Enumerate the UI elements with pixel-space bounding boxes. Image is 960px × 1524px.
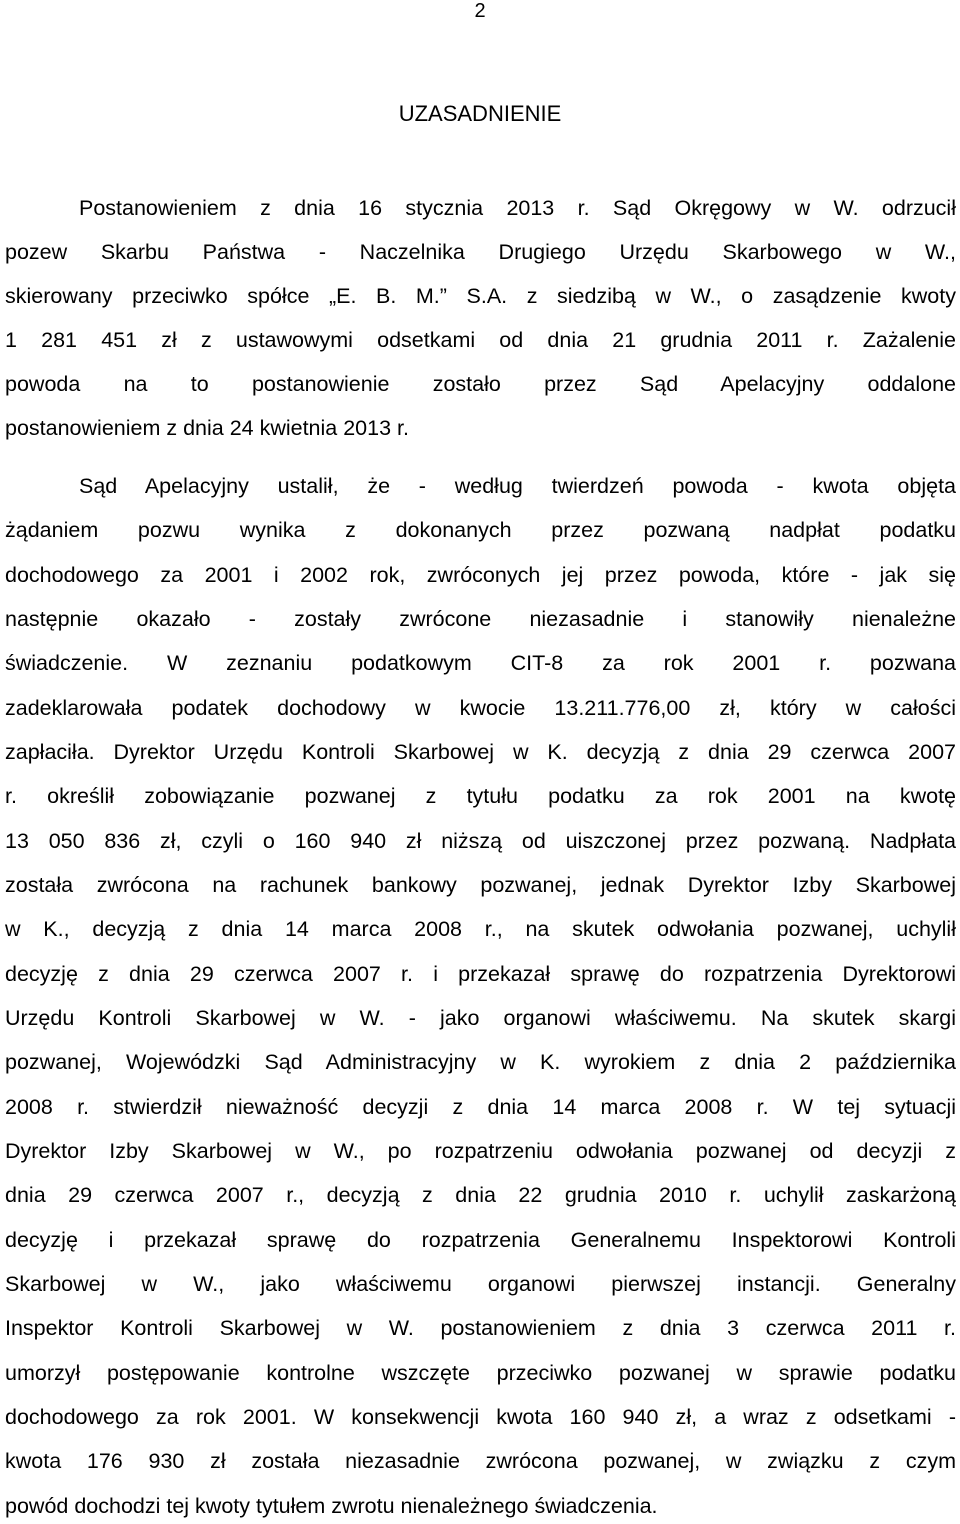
paragraph-line: dochodowego za 2001 i 2002 rok, zwróconych jej przez powoda, które - jak się [5,563,956,587]
paragraph-line: Inspektor Kontroli Skarbowej w W. postanowieniem z dnia 3 czerwca 2011 r. [5,1316,956,1340]
paragraph-line: skierowany przeciwko spółce „E. B. M.” S.A. z siedzibą w W., o zasądzenie kwoty [5,284,956,308]
paragraph-line: pozwanej, Wojewódzki Sąd Administracyjny w K. wyrokiem z dnia 2 października [5,1050,956,1074]
paragraph-line: żądaniem pozwu wynika z dokonanych przez pozwaną nadpłat podatku [5,518,956,542]
page-number: 2 [474,0,486,22]
paragraph-line: kwota 176 930 zł została niezasadnie zwrócona pozwanej, w związku z czym [5,1449,956,1473]
paragraph-line: pozew Skarbu Państwa - Naczelnika Drugiego Urzędu Skarbowego w W., [5,240,956,264]
paragraph-line: umorzył postępowanie kontrolne wszczęte przeciwko pozwanej w sprawie podatku [5,1361,956,1385]
paragraph-line: zapłaciła. Dyrektor Urzędu Kontroli Skarbowej w K. decyzją z dnia 29 czerwca 2007 [5,740,956,764]
paragraph-line: decyzję i przekazał sprawę do rozpatrzenia Generalnemu Inspektorowi Kontroli [5,1228,956,1252]
paragraph-line: 13 050 836 zł, czyli o 160 940 zł niższą od uiszczonej przez pozwaną. Nadpłata [5,829,956,853]
paragraph-line: w K., decyzją z dnia 14 marca 2008 r., na skutek odwołania pozwanej, uchylił [5,917,956,941]
paragraph-line: decyzję z dnia 29 czerwca 2007 r. i przekazał sprawę do rozpatrzenia Dyrektorowi [5,962,956,986]
paragraph-line: postanowieniem z dnia 24 kwietnia 2013 r. [5,416,409,440]
paragraph-line: świadczenie. W zeznaniu podatkowym CIT-8 za rok 2001 r. pozwana [5,651,956,675]
document-heading: UZASADNIENIE [398,101,562,126]
paragraph-line: 2008 r. stwierdził nieważność decyzji z dnia 14 marca 2008 r. W tej sytuacji [5,1095,956,1119]
paragraph-line: 1 281 451 zł z ustawowymi odsetkami od dnia 21 grudnia 2011 r. Zażalenie [5,328,956,352]
paragraph-line: Sąd Apelacyjny ustalił, że - według twierdzeń powoda - kwota objęta [79,474,956,498]
paragraph-line: r. określił zobowiązanie pozwanej z tytułu podatku za rok 2001 na kwotę [5,784,956,808]
paragraph-line: Dyrektor Izby Skarbowej w W., po rozpatrzeniu odwołania pozwanej od decyzji z [5,1139,956,1163]
paragraph-line: została zwrócona na rachunek bankowy pozwanej, jednak Dyrektor Izby Skarbowej [5,873,956,897]
paragraph-line: Urzędu Kontroli Skarbowej w W. - jako organowi właściwemu. Na skutek skargi [5,1006,956,1030]
paragraph-line: powód dochodzi tej kwoty tytułem zwrotu nienależnego świadczenia. [5,1494,658,1518]
paragraph-line: Postanowieniem z dnia 16 stycznia 2013 r. Sąd Okręgowy w W. odrzucił [79,196,956,220]
paragraph-line: dnia 29 czerwca 2007 r., decyzją z dnia 22 grudnia 2010 r. uchylił zaskarżoną [5,1183,956,1207]
paragraph-line: powoda na to postanowienie zostało przez Sąd Apelacyjny oddalone [5,372,956,396]
paragraph-line: dochodowego za rok 2001. W konsekwencji kwota 160 940 zł, a wraz z odsetkami - [5,1405,956,1429]
paragraph-line: następnie okazało - zostały zwrócone niezasadnie i stanowiły nienależne [5,607,956,631]
paragraph-line: Skarbowej w W., jako właściwemu organowi pierwszej instancji. Generalny [5,1272,956,1296]
paragraph-line: zadeklarowała podatek dochodowy w kwocie 13.211.776,00 zł, który w całości [5,696,956,720]
